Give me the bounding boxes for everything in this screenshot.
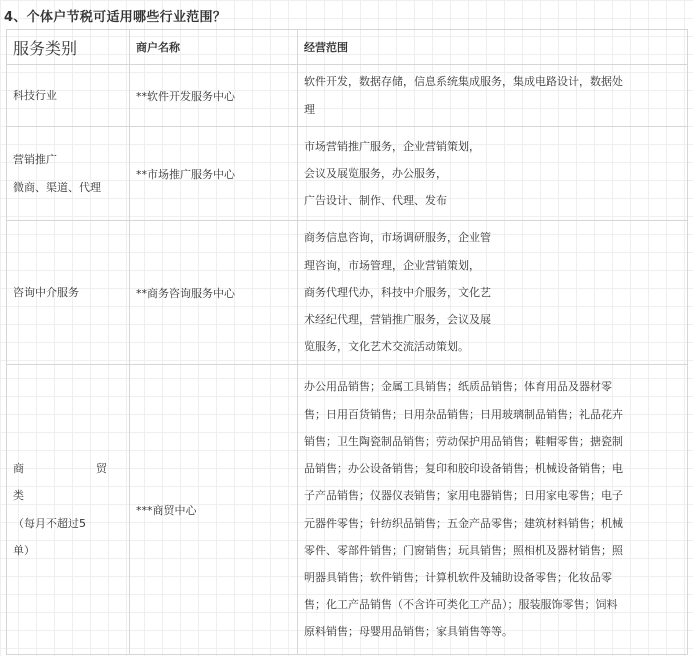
scope-line: 广告设计、制作、代理、发布 <box>304 194 447 208</box>
category-text: 咨询中介服务 <box>13 285 79 299</box>
scope-line: 市场营销推广服务，企业营销策划， <box>304 139 480 153</box>
category-heading <box>13 455 107 482</box>
header-scope: 经营范围 <box>298 30 688 65</box>
merchant-name: ***商贸中心 <box>136 503 197 517</box>
category-note: 单） <box>13 543 35 557</box>
merchant-name: **市场推广服务中心 <box>136 167 235 181</box>
scope-line: 销售；卫生陶瓷制品销售；劳动保护用品销售；鞋帽零售；搪瓷制 <box>304 434 623 448</box>
scope-line: 览服务，文化艺术交流活动策划。 <box>304 340 469 354</box>
scope-line: 元器件零售；针纺织品销售；五金产品零售；建筑材料销售；机械 <box>304 516 623 530</box>
category-text: 类 <box>13 489 24 503</box>
scope-line: 理咨询，市场管理，企业营销策划， <box>304 258 480 272</box>
scope-line: 明器具销售；软件销售；计算机软件及辅助设备零售；化妆品零 <box>304 570 612 584</box>
scope-line: 会议及展览服务，办公服务， <box>304 166 447 180</box>
scope-cell <box>298 65 688 127</box>
scope-line: 商务代理代办，科技中介服务，文化艺 <box>304 285 491 299</box>
merchant-cell <box>130 365 298 655</box>
section-title: 4、个体户节税可适用哪些行业范围？ <box>4 10 227 25</box>
scope-line: 售；化工产品销售（不含许可类化工产品）；服装服饰零售；饲料 <box>304 598 618 612</box>
merchant-name: **软件开发服务中心 <box>136 89 235 103</box>
industry-scope-table <box>6 29 688 655</box>
merchant-cell <box>130 221 298 365</box>
table-header-row <box>7 30 688 65</box>
category-cell <box>7 127 130 221</box>
scope-line: 软件开发，数据存储，信息系统集成服务，集成电路设计，数据处 <box>304 75 623 89</box>
category-text: 商 <box>13 462 24 476</box>
scope-cell <box>298 127 688 221</box>
scope-line: 售；日用百货销售；日用杂品销售；日用玻璃制品销售；礼品花卉 <box>304 407 623 421</box>
scope-line: 原料销售；母婴用品销售；家具销售等等。 <box>304 625 513 639</box>
table-row <box>7 127 688 221</box>
merchant-name: **商务咨询服务中心 <box>136 286 235 300</box>
category-text: 科技行业 <box>13 88 57 102</box>
merchant-cell <box>130 65 298 127</box>
category-text: 微商、渠道、代理 <box>13 180 101 194</box>
scope-line: 术经纪代理，营销推广服务，会议及展 <box>304 313 491 327</box>
category-text: 营销推广 <box>13 153 57 167</box>
table-row <box>7 365 688 655</box>
header-merchant: 商户名称 <box>130 30 298 65</box>
scope-line: 办公用品销售；金属工具销售；纸质品销售；体育用品及器材零 <box>304 380 612 394</box>
scope-cell <box>298 365 688 655</box>
scope-line: 理 <box>304 102 315 116</box>
scope-line: 商务信息咨询，市场调研服务，企业管 <box>304 231 491 245</box>
category-text: 贸 <box>96 462 107 476</box>
table-row <box>7 221 688 365</box>
merchant-cell <box>130 127 298 221</box>
scope-line: 零件、零部件销售；门窗销售；玩具销售；照相机及器材销售；照 <box>304 543 623 557</box>
scope-line: 品销售；办公设备销售；复印和胶印设备销售；机械设备销售；电 <box>304 462 623 476</box>
category-cell <box>7 221 130 365</box>
scope-cell <box>298 221 688 365</box>
table-row <box>7 65 688 127</box>
category-note: （每月不超过5 <box>13 516 86 530</box>
category-cell <box>7 365 130 655</box>
category-cell <box>7 65 130 127</box>
header-category: 服务类别 <box>7 30 130 65</box>
scope-line: 子产品销售；仪器仪表销售；家用电器销售；日用家电零售；电子 <box>304 489 623 503</box>
